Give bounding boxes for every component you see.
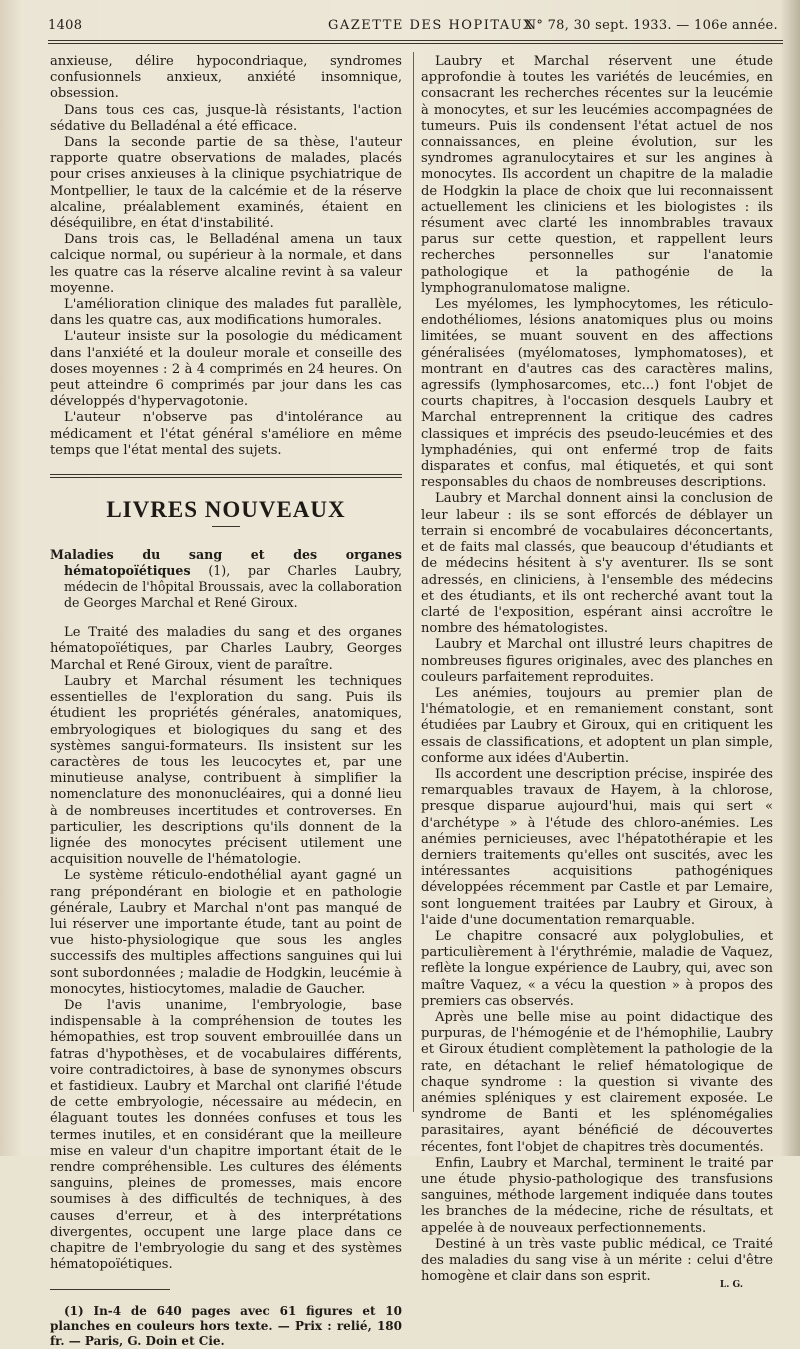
footnote-ref: (1) [208, 563, 227, 579]
footnote-rule [50, 1289, 170, 1290]
paragraph: De l'avis unanime, l'embryologie, base indispensable à la compréhension de toutes les hémopathies, est trop souvent embrouillée dans un fatras d'hypothèses, et de vocabulaires différents, voire contradictoires, à base de synonymes obscurs et fastidieux. Laubry et Marchal ont clarifié l'étude de cette embryologie, nécessaire au médecin, en élaguant toutes les données confuses et tous les termes inutiles, et en considérant que la meilleure mise en valeur d'un chapitre important était de le rendre compréhensible. Les cultures des éléments sanguins, pleines de promesses, mais encore soumises à des difficultés de techniques, à des causes d'erreur, et à des interprétations divergentes, occupent une large place dans ce chapitre de l'embryologie du sang et des systèmes hématopoïétiques. [50, 997, 402, 1273]
paragraph: Laubry et Marchal résument les techniques essentielles de l'exploration du sang. Puis ils étudient les propriétés générales, anatomiques, embryologiques et biologiques du sang et des systèmes sangui-formateurs. Ils insistent sur les caractères de tous les leucocytes et, par une minutieuse analyse, contribuent à simplifier la nomenclature des mononucléaires, qui a donné lieu à de nombreuses incertitudes et controverses. En particulier, les descriptions qu'ils donnent de la lignée des monocytes précisent utilement une acquisition nouvelle de l'hématologie. [50, 673, 402, 868]
paragraph: Enfin, Laubry et Marchal, terminent le traité par une étude physio-pathologique des transfusions sanguines, méthode largement indiquée dans toutes les branches de la médecine, riche de résultats, et appelée à de nouveaux perfectionnements. [421, 1155, 773, 1236]
page-number: 1408 [48, 18, 83, 33]
paragraph: Laubry et Marchal donnent ainsi la conclusion de leur labeur : ils se sont efforcés de déblayer un terrain si encombré de vocabulaires déconcertants, et de faits mal classés, que beaucoup d'étudiants et de médecins hésitent à s'y aventurer. Ils se sont adressés, en cliniciens, à l'ensemble des médecins et des étudiants, et ils ont recherché avant tout la clarté de l'exposition, espérant ainsi accroître le nombre des hématologistes. [421, 491, 773, 637]
paragraph: L'auteur n'observe pas d'intolérance au médicament et l'état général s'améliore en même temps que l'état mental des sujets. [50, 410, 402, 458]
paragraph: L'amélioration clinique des malades fut parallèle, dans les quatre cas, aux modifications humorales. [50, 297, 402, 329]
header-rule [48, 40, 783, 44]
paragraph: Après une belle mise au point didactique des purpuras, de l'hémogénie et de l'hémophilie, Laubry et Giroux étudient complètement la pathologie de la rate, en détachant le relief hématologique de chaque syndrome : la question si vivante des anémies spléniques y est clairement exposée. Le syndrome de Banti et les splénomégalies parasitaires, ayant bénéficié de découvertes récentes, font l'objet de chapitres très documentés. [421, 1009, 773, 1155]
right-column [421, 54, 773, 1294]
paragraph: Dans la seconde partie de sa thèse, l'auteur rapporte quatre observations de malades, placés pour crises anxieuses à la clinique psychiatrique de Montpellier, le taux de la calcémie et de la réserve alcaline, préalablement examinés, étaient en déséquilibre, en état d'instabilité. [50, 135, 402, 232]
paragraph: Laubry et Marchal réservent une étude approfondie à toutes les variétés de leucémies, en consacrant les recherches récentes sur la leucémie à monocytes, et sur les leucémies accompagnées de tumeurs. Puis ils condensent l'état actuel de nos connaissances, en pleine évolution, sur les syndromes agranulocytaires et sur les angines à monocytes. Ils accordent un chapitre de la maladie de Hodgkin la place de choix que lui reconnaissent actuellement les cliniciens et les biologistes : ils résument avec clarté les innombrables travaux parus sur cette question, et rappellent leurs recherches personnelles sur l'anatomie pathologique et la pathogénie de la lymphogranulomatose maligne. [421, 54, 773, 296]
author-signature: L. G. [719, 1280, 743, 1291]
paragraph: Le chapitre consacré aux polyglobulies, et particulièrement à l'érythrémie, maladie de Vaquez, reflète la longue expérience de Laubry, qui, avec son maître Vaquez, « a vécu la question » à propos des premiers cas observés. [421, 928, 773, 1009]
paragraph: Ils accordent une description précise, inspirée des remarquables travaux de Hayem, à la chlorose, presque disparue aujourd'hui, mais qui sert « d'archétype » à l'étude des chloro-anémies. Les anémies pernicieuses, avec l'hépatothérapie et les derniers traitements qu'elles ont suscités, avec les intéressantes acquisitions pathogéniques développées récemment par Castle et par Lemaire, sont longuement traitées par Laubry et Giroux, à l'aide d'une documentation remarquable. [421, 766, 773, 928]
paragraph: Dans trois cas, le Belladénal amena un taux calcique normal, ou supérieur à la normale, et dans les quatre cas la réserve alcaline revint à sa valeur moyenne. [50, 232, 402, 296]
book-entry [50, 547, 402, 611]
paragraph: anxieuse, délire hypocondriaque, syndromes confusionnels anxieux, anxiété insomnique, obsession. [50, 54, 402, 102]
running-header [48, 14, 778, 36]
left-column [50, 54, 402, 1349]
title-underline [212, 526, 240, 527]
paragraph: L'auteur insiste sur la posologie du médicament dans l'anxiété et la douleur morale et conseille des doses moyennes : 2 à 4 comprimés en 24 heures. On peut atteindre 6 comprimés par jour dans les cas développés d'hypervagotonie. [50, 329, 402, 410]
paragraph: Destiné à un très vaste public médical, ce Traité des maladies du sang vise à un mérite : celui d'être homogène et clair dans son esprit. [421, 1236, 773, 1285]
book-authors: , par Charles Laubry, médecin de l'hôpital Broussais, avec la collaboration de Georges Marchal et René Giroux. [64, 563, 402, 611]
paragraph: Le système réticulo-endothélial ayant gagné un rang prépondérant en biologie et en pathologie générale, Laubry et Marchal n'ont pas manqué de lui réserver une importante étude, tant au point de vue histo-physiologique que sous les angles successifs des multiples affections sanguines qui lui sont subordonnées ; maladie de Hodgkin, leucémie à monocytes, histiocytomes, maladie de Gaucher. [50, 868, 402, 997]
book-title: Maladies du sang et des organes hématopoïétiques [50, 547, 402, 579]
paragraph: Dans tous ces cas, jusque-là résistants, l'action sédative du Belladénal a été efficace. [50, 102, 402, 134]
paragraph: Le Traité des maladies du sang et des organes hématopoïétiques, par Charles Laubry, Georges Marchal et René Giroux, vient de paraître. [50, 625, 402, 673]
footnote: (1) In-4 de 640 pages avec 61 figures et 10 planches en couleurs hors texte. — Prix : relié, 180 fr. — Paris, G. Doin et Cie. [50, 1304, 402, 1349]
issue-date: N° 78, 30 sept. 1933. — 106e année. [524, 18, 778, 33]
journal-title: GAZETTE DES HOPITAUX [328, 18, 534, 33]
section-title: LIVRES NOUVEAUX [106, 497, 346, 523]
paragraph: Les anémies, toujours au premier plan de l'hématologie, et en remaniement constant, sont étudiées par Laubry et Giroux, qui en critiquent les essais de classifications, et adoptent un plan simple, conforme aux idées d'Aubertin. [421, 685, 773, 766]
column-separator [413, 52, 414, 1112]
paragraph: Les myélomes, les lymphocytomes, les réticulo-endothéliomes, lésions anatomiques plus ou moins limitées, se muant souvent en des affections généralisées (myélomatoses, lymphomatoses), et montrant en d'autres cas des caractères malins, agressifs (lymphosarcomes, etc...) font l'objet de courts chapitres, à l'occasion desquels Laubry et Marchal entreprennent la critique des cadres classiques et imprécis des pseudo-leucémies et des lymphadénies, qui ont enfermé trop de faits disparates et confus, mal étiquetés, et qui sont responsables du chaos de nombreuses descriptions. [421, 297, 773, 491]
section-divider [50, 474, 402, 478]
paragraph: Laubry et Marchal ont illustré leurs chapitres de nombreuses figures originales, avec des planches en couleurs parfaitement reproduites. [421, 637, 773, 685]
